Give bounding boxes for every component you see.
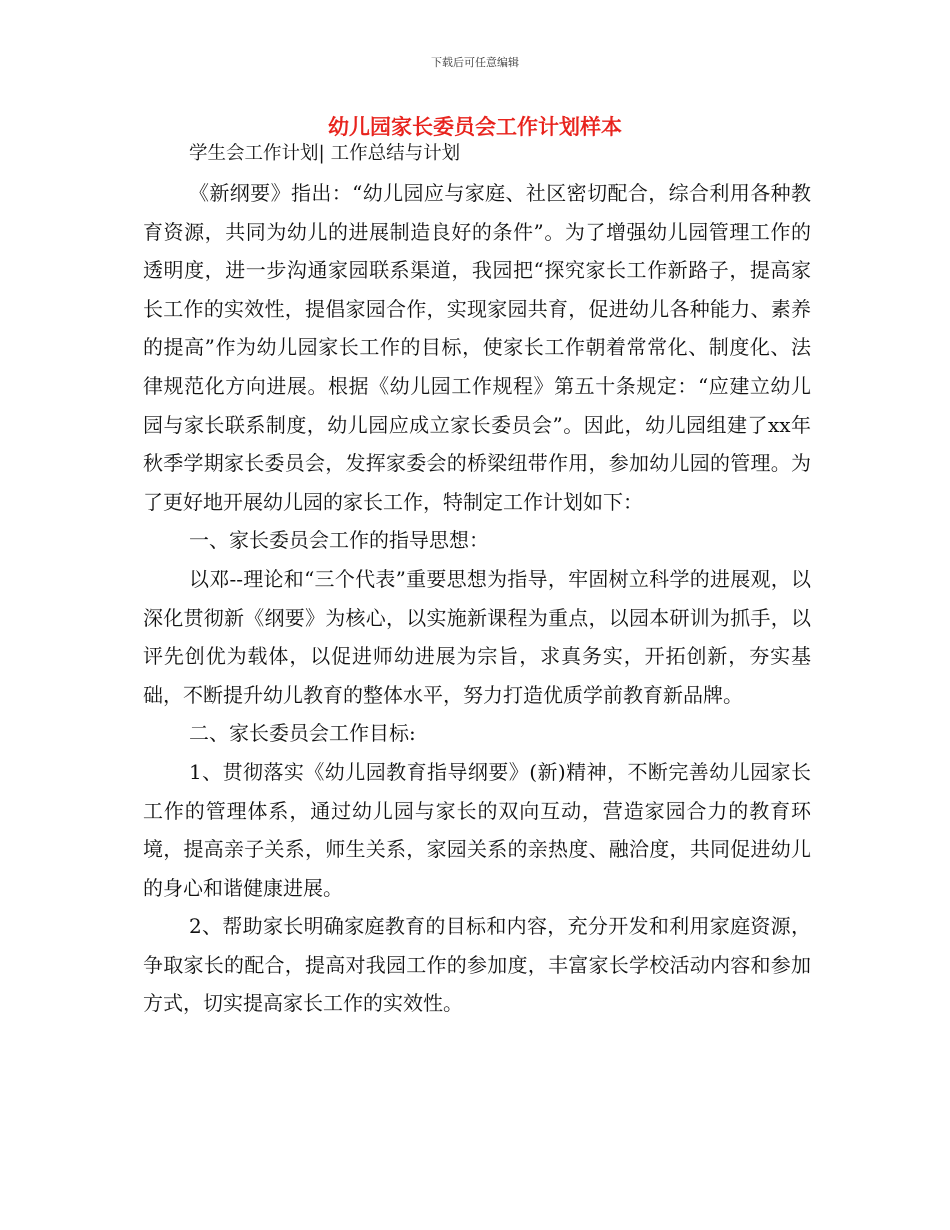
document-body [143,174,811,1023]
paragraph-goal-1: 1、贯彻落实《幼儿园教育指导纲要》(新)精神，不断完善幼儿园家长工作的管理体系，通过幼儿园与家长的双向互动，营造家园合力的教育环境，提高亲子关系，师生关系，家园关系的亲热度、融洽度，共同促进幼儿的身心和谐健康进展。 [143,759,811,900]
section-heading-work-goals: 二、家长委员会工作目标: [189,721,416,746]
paragraph-goal-2: 2、帮助家长明确家庭教育的目标和内容，充分开发和利用家庭资源，争取家长的配合，提高对我园工作的参加度，丰富家长学校活动内容和参加方式，切实提高家长工作的实效性。 [143,914,811,1016]
section-heading-guiding-ideology: 一、家长委员会工作的指导思想： [189,528,489,553]
document-subtitle: 学生会工作计划| 工作总结与计划 [189,143,461,164]
paragraph-guiding-ideology: 以邓--理论和“三个代表”重要思想为指导，牢固树立科学的进展观，以深化贯彻新《纲要》为核心，以实施新课程为重点，以园本研训为抓手，以评先创优为载体，以促进师幼进展为宗旨，求真务实，开拓创新，夯实基础，不断提升幼儿教育的整体水平，努力打造优质学前教育新品牌。 [143,566,811,707]
document-title: 幼儿园家长委员会工作计划样本 [328,115,622,139]
header-note: 下载后可任意编辑 [431,56,519,69]
paragraph-intro: 《新纲要》指出：“幼儿园应与家庭、社区密切配合，综合利用各种教育资源，共同为幼儿的进展制造良好的条件”。为了增强幼儿园管理工作的透明度，进一步沟通家园联系渠道，我园把“探究家长工作新路子，提高家长工作的实效性，提倡家园合作，实现家园共育，促进幼儿各种能力、素养的提高”作为幼儿园家长工作的目标，使家长工作朝着常常化、制度化、法律规范化方向进展。根据《幼儿园工作规程》第五十条规定：“应建立幼儿园与家长联系制度，幼儿园应成立家长委员会”。因此，幼儿园组建了xx年秋季学期家长委员会，发挥家委会的桥梁纽带作用，参加幼儿园的管理。为了更好地开展幼儿园的家长工作，特制定工作计划如下： [143,181,811,514]
